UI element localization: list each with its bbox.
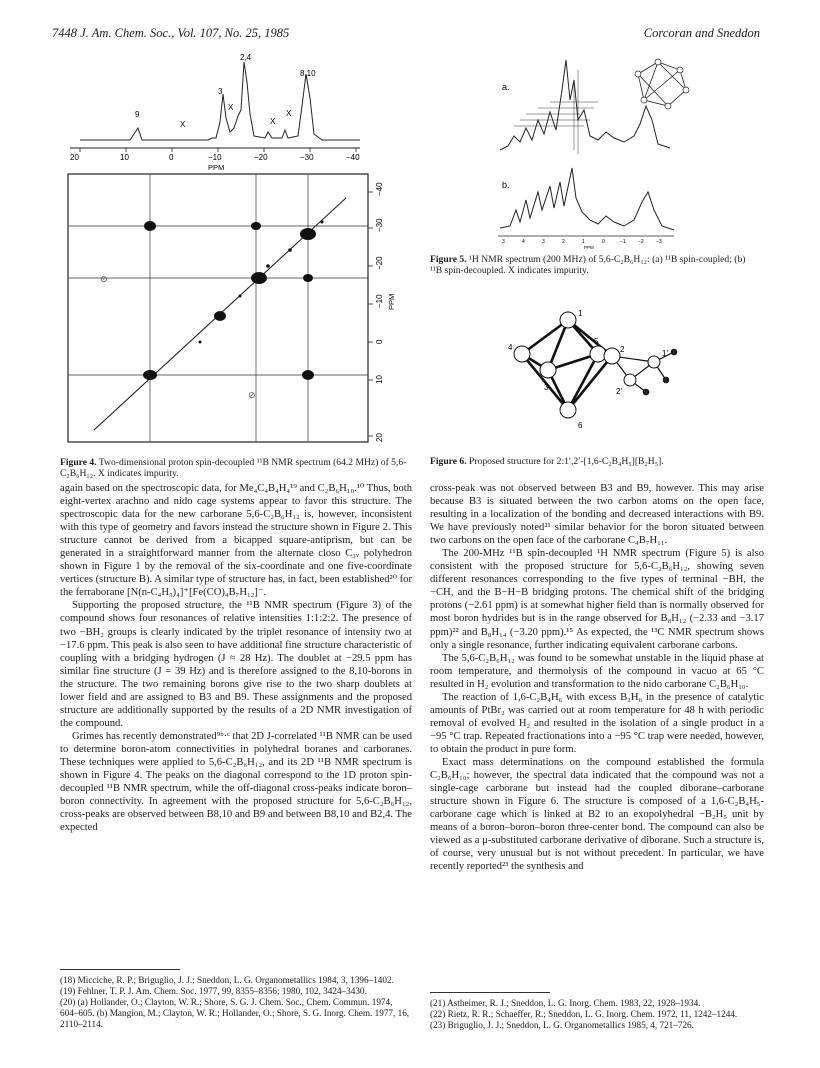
fig6-atom bbox=[648, 356, 660, 368]
fig6-caption-label: Figure 6. bbox=[430, 456, 467, 467]
fig6-atom bbox=[624, 374, 636, 386]
body-paragraph: Supporting the proposed structure, the ¹¹B NMR spectrum (Figure 3) of the compound shows four resonances of relative intensities 1:1:2:2. The presence of two −BH₂ groups is clearly indicated by the triplet resonance of intensity two at −17.6 ppm. This peak is also seen to have additional fine structure characteristic of coupling with a bridging hydrogen (J ≈ 28 Hz). The doublet at −29.5 ppm has similar fine structure (J = 39 Hz) and is therefore assigned to the 8,10-borons in the structure. The two remaining borons give rise to the two sharp doublets at lower field and are assigned to B3 and B9. These assignments and the proposed structure are additionally supported by the results of a 2D NMR investigation of the compound. bbox=[60, 600, 412, 729]
figure-4-graphic bbox=[60, 52, 420, 452]
fig4-caption-label: Figure 4. bbox=[60, 457, 97, 468]
reference-item: (21) Astheimer, R. J.; Sneddon, L. G. Inorg. Chem. 1983, 22, 1928–1934. bbox=[430, 998, 701, 1008]
fig4-cross-peak bbox=[251, 222, 261, 230]
fig4-impurity-label: X bbox=[180, 120, 186, 129]
fig4-y-tick: 10 bbox=[375, 375, 384, 384]
figure-5-caption bbox=[430, 254, 754, 277]
fig4-cross-peak bbox=[144, 221, 156, 231]
fig4-y-tick: 0 bbox=[375, 339, 384, 344]
fig4-cross-peak bbox=[302, 370, 314, 380]
body-paragraph: The 5,6-C₂B₆H₁₂ was found to be somewhat unstable in the liquid phase at room temperature, and thermolysis of the compound in vacuo at 65 °C resulted in H₂ evolution and transformation to the nido carborane C₂B₆H₁₀. bbox=[430, 652, 764, 690]
fig4-x-tick: −40 bbox=[346, 153, 360, 162]
left-footnotes bbox=[60, 975, 412, 1030]
fig6-atom-label-5: 5 bbox=[594, 337, 599, 346]
figure-6-caption bbox=[430, 456, 754, 467]
fig4-x-tick: −20 bbox=[254, 153, 268, 162]
running-header-authors: Corcoran and Sneddon bbox=[643, 26, 760, 40]
fig4-y-tick: 20 bbox=[375, 433, 384, 442]
body-paragraph: The 200-MHz ¹¹B spin-decoupled ¹H NMR spectrum (Figure 5) is also consistent with the proposed structure for 5,6-C₂B₆H₁₂, showing seven different resonances corresponding to the five types of terminal −BH, the −CH, and the B−H−B bridging protons. The chemical shift of the bridging protons (−2.61 ppm) is at somewhat higher field than is normally observed for most boron hydrides but is in the range observed for B₈H₁₂ (−2.33 and −3.17 ppm)²² and B₈H₁₄ (−3.20 ppm).¹⁵ As expected, the ¹³C NMR spectrum shows only a single resonance, further indicating equivalent carborane carbons. bbox=[430, 548, 764, 651]
fig4-impurity-label: X bbox=[286, 109, 292, 118]
reference-item: (18) Micciche, R. P.; Briguglio, J. J.; Sneddon, L. G. Organometallics 1984, 3, 1396–1402. bbox=[60, 975, 394, 985]
fig5-trace-label-b: b. bbox=[502, 180, 510, 190]
fig6-atom bbox=[514, 346, 530, 362]
left-column-body bbox=[60, 482, 412, 834]
fig6-atom-label-2-prime: 2' bbox=[616, 387, 622, 396]
fig4-cross-peak bbox=[303, 274, 313, 282]
fig5-x-tick: 0 bbox=[602, 239, 605, 245]
fig4-x-tick: 0 bbox=[169, 153, 174, 162]
body-paragraph: The reaction of 1,6-C₂B₄H₆ with excess B₂H₆ in the presence of catalytic amounts of PtBr₂ was carried out at room temperature for 48 h with periodic removal of evolved H₂ and resulted in the isolation of a single product in a −95 °C trap. Repeated fractionations into a −95 °C trap were needed, however, to obtain the product in pure form. bbox=[430, 691, 764, 755]
fig6-caption-text: Proposed structure for 2:1′,2′-[1,6-C₂B₄H₅][B₂H₅]. bbox=[469, 456, 664, 467]
fig5-x-tick: 3 bbox=[502, 239, 505, 245]
fig5-x-unit: PPM bbox=[584, 245, 594, 250]
footnote-rule bbox=[60, 969, 180, 970]
fig4-peak-label-2-4: 2,4 bbox=[240, 53, 252, 62]
fig5-x-tick: −1 bbox=[620, 239, 626, 245]
fig4-diag-peak-3 bbox=[214, 311, 226, 321]
running-header-journal: 7448 J. Am. Chem. Soc., Vol. 107, No. 25, 1985 bbox=[52, 26, 290, 40]
body-paragraph: cross-peak was not observed between B3 and B9, however. This may arise because B3 is situated between the two carbon atoms on the open face, resulting in a localization of the bonding and decreased interactions with B9. We have previously noted²¹ similar behavior for the boron situated between two carbons on the open face of the carborane C₄B₇H₁₁. bbox=[430, 483, 764, 547]
fig4-y-tick: −10 bbox=[375, 294, 384, 308]
fig6-atom-label-2: 2 bbox=[620, 345, 625, 354]
fig6-atom-label-6: 6 bbox=[578, 421, 583, 430]
fig4-1d-spectrum bbox=[80, 62, 360, 140]
body-paragraph: Exact mass determinations on the compound established the formula C₂B₆H₁₀; however, the spectral data indicated that the compound was not a single-cage carborane but instead had the coupled diborane–carborane structure shown in Figure 6. The structure is composed of a 1,6-C₂B₄H₅-carborane cage which is linked at B2 to an exopolyhedral −B₂H₅ unit by means of a boron–boron–boron three-center bond. The compound can also be viewed as a μ-substituted carborane derivative of diborane. Such a structure is, of course, very unusual but is not without precedent. In particular, we have recently reported²³ the synthesis and bbox=[430, 756, 764, 873]
footnote-rule bbox=[430, 992, 550, 993]
fig6-atom bbox=[604, 348, 620, 364]
fig4-y-unit: PPM bbox=[387, 293, 396, 310]
fig4-x-tick: 20 bbox=[70, 153, 79, 162]
fig5-caption-text: ¹H NMR spectrum (200 MHz) of 5,6-C₂B₆H₁₂: (a) ¹¹B spin-coupled; (b) ¹¹B spin-decoupled. X indicates impurity. bbox=[430, 254, 746, 277]
fig4-2d-frame bbox=[68, 174, 368, 442]
fig4-diag-peak-8-10 bbox=[300, 228, 316, 240]
body-paragraph: Grimes has recently demonstrated⁹ᵇ·ᶜ that 2D J-correlated ¹¹B NMR can be used to determine boron-atom connectivities in polyhedral boranes and carboranes. These techniques were applied to 5,6-C₂B₆H₁₂, and its 2D ¹¹B NMR spectrum is shown in Figure 4. The peaks on the diagonal correspond to the 1D proton spin-decoupled ¹¹B NMR spectrum, while the off-diagonal cross-peaks indicate boron–boron connectivity. In agreement with the proposed structure for 5,6-C₂B₆H₁₂, cross-peaks are observed between B8,10 and B9 and between B8,10 and B2,4. The expected bbox=[60, 730, 412, 834]
fig4-y-tick: −40 bbox=[375, 182, 384, 196]
reference-item: (20) (a) Hollander, O.; Clayton, W. R.; Shore, S. G. J. Chem. Soc., Chem. Commun. 1974, 604–605. (b) Mangion, M.; Clayton, W. R.; Hollander, O.; Shore, S. G. Inorg. Chem. 1977, 16, 2110–2114. bbox=[60, 997, 410, 1029]
fig5-x-tick: −3 bbox=[656, 239, 662, 245]
fig5-x-tick: 2 bbox=[562, 239, 565, 245]
fig6-atom-label-1: 1 bbox=[578, 309, 583, 318]
fig5-caption-label: Figure 5. bbox=[430, 254, 467, 265]
fig4-impurity-label: X bbox=[228, 103, 234, 112]
fig6-atom bbox=[590, 346, 606, 362]
fig5-x-tick: −2 bbox=[638, 239, 644, 245]
fig6-atom bbox=[560, 402, 576, 418]
fig5-x-tick: 3 bbox=[542, 239, 545, 245]
figure-4-caption bbox=[60, 457, 410, 480]
fig4-y-tick: −20 bbox=[375, 256, 384, 270]
fig5-trace-b bbox=[500, 168, 674, 230]
fig5-x-tick: 1 bbox=[582, 239, 585, 245]
fig4-x-tick: 10 bbox=[120, 153, 129, 162]
fig4-diag-peak-2-4 bbox=[251, 272, 267, 284]
fig4-y-tick: −30 bbox=[375, 218, 384, 232]
fig4-x-tick: −10 bbox=[208, 153, 222, 162]
fig4-peak-label-3: 3 bbox=[218, 87, 223, 96]
fig6-atom-label-1-prime: 1' bbox=[662, 349, 668, 358]
fig4-impurity-label: X bbox=[270, 117, 276, 126]
fig4-peak-label-9: 9 bbox=[135, 110, 140, 119]
fig5-trace-label-a: a. bbox=[502, 82, 510, 92]
figure-5-inset-structure bbox=[628, 56, 696, 120]
reference-item: (19) Fehlner, T. P. J. Am. Chem. Soc. 1977, 99, 8355–8356; 1980, 102, 3424–3430. bbox=[60, 986, 367, 996]
fig4-diag-peak-9 bbox=[143, 370, 157, 380]
fig4-x-tick: −30 bbox=[300, 153, 314, 162]
fig6-atom-label-4: 4 bbox=[508, 343, 513, 352]
fig6-atom-label-3: 3 bbox=[544, 383, 549, 392]
right-column-body bbox=[430, 482, 764, 873]
svg-text:⊙: ⊙ bbox=[100, 274, 108, 284]
fig4-x-unit: PPM bbox=[208, 163, 225, 172]
reference-item: (23) Briguglio, J. J.; Sneddon, L. G. Organometallics 1985, 4, 721–726. bbox=[430, 1020, 694, 1030]
fig6-atom bbox=[560, 312, 576, 328]
body-paragraph: again based on the spectroscopic data, for Me₄C₄B₄H₄¹⁹ and C₂B₆H₁₀.¹⁰ Thus, both eight-vertex arachno and nido cage systems appear to favor this structure. The spectroscopic data for the new carborane 5,6-C₂B₆H₁₂ is, however, inconsistent with this type of geometry and favors instead the structure shown in Figure 2. This structure cannot be derived from a bicapped square-antiprism, but can be generated in a straightforward manner from the alternate closo C₃ᵥ polyhedron shown in Figure 1 by the removal of the six-coordinate and one five-coordinate vertices (structure B). A similar type of structure has, in fact, been established²⁰ for the ferraborane [N(n-C₄H₉)₄]⁺[Fe(CO)₄B₇H₁₂]⁻. bbox=[60, 483, 412, 599]
svg-text:⊘: ⊘ bbox=[248, 390, 256, 400]
reference-item: (22) Rietz, R. R.; Schaeffer, R.; Sneddon, L. G. Inorg. Chem. 1972, 11, 1242–1244. bbox=[430, 1009, 738, 1019]
figure-6-graphic bbox=[504, 304, 704, 444]
fig4-caption-text: Two-dimensional proton spin-decoupled ¹¹B NMR spectrum (64.2 MHz) of 5,6-C₂B₆H₁₂. X indicates impurity. bbox=[60, 457, 407, 480]
fig5-x-tick: 4 bbox=[522, 239, 525, 245]
fig6-atom bbox=[540, 362, 556, 378]
fig4-peak-label-8-10: 8,10 bbox=[300, 69, 316, 78]
right-footnotes bbox=[430, 998, 764, 1031]
